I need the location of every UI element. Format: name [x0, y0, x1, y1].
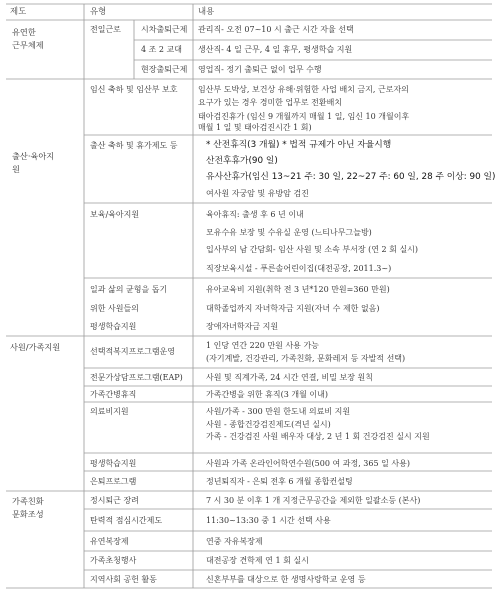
pregnancy-line-2: 요구가 있는 경우 경미한 업무로 전환배치: [198, 98, 343, 107]
childcare-line-2: 모유수유 보장 및 수유실 운영 (느티나무그늘방): [206, 228, 372, 237]
birth-leave-line-3: 유사산휴가(임신 13~21 주: 30 일, 22~27 주: 60 일, 28 주 이상: 90 일): [206, 172, 496, 182]
content-4-shift: 생산직- 4 일 근무, 4 일 휴무, 평생학습 지원: [198, 45, 353, 54]
type-pregnancy-protection: 임신 축하 및 임산부 보호: [90, 85, 178, 94]
medical-line-2: 사원 - 종합건강검진제도(격년 실시): [206, 420, 331, 429]
type-flexible-dress: 유연복장제: [90, 537, 129, 546]
medical-line-1: 사원/가족 - 300 만원 한도내 의료비 지원: [206, 407, 351, 416]
childcare-line-1: 육아휴직: 출생 후 6 년 이내: [206, 210, 304, 219]
birth-leave-line-2: 산전후휴가(90 일): [206, 156, 278, 166]
birth-leave-line-4: 여사원 자궁암 및 유방암 검진: [206, 189, 309, 198]
type-medical: 의료비지원: [90, 407, 129, 416]
type-family-invitation: 가족초청행사: [90, 556, 137, 565]
content-flexible-dress: 연중 자유복장제: [206, 537, 263, 546]
childcare-line-4: 직장보육시설 - 푸른솔어린이집(대전공장, 2011.3~): [206, 264, 392, 273]
content-family-care: 가족간병을 위한 휴직(3 개월 이내): [206, 390, 328, 399]
type-fulltime: 전일근로: [90, 25, 121, 34]
type-flexible-lunch: 탄력적 점심시간제도: [90, 516, 163, 525]
content-eap: 사원 및 직계가족, 24 시간 연결, 비밀 보장 원칙: [206, 373, 373, 382]
type-on-time-leave: 정시퇴근 장려: [90, 496, 139, 505]
type-retirement: 은퇴프로그램: [90, 477, 137, 486]
birth-leave-line-1: * 산전휴직(3 개월) * 법적 규제가 아닌 자율시행: [206, 140, 392, 150]
content-staggered-hours: 관리직- 오전 07~10 시 출근 시간 자율 선택: [198, 25, 354, 34]
balance-line-2: 대학졸업까지 자녀학자금 지원(자녀 수 제한 없음): [206, 304, 380, 313]
subtype-field-commute: 현장출퇴근제: [141, 65, 188, 74]
type-balance-3: 평생학습지원: [90, 322, 137, 331]
balance-line-1: 유아교육비 지원(취학 전 3 년*120 만원=360 만원): [206, 285, 390, 294]
header-type: 유형: [90, 6, 107, 16]
type-eap: 전문가상담프로그램(EAP): [90, 373, 183, 382]
welfare-line-2: (자기계발, 건강관리, 가족친화, 문화레저 등 자발적 선택): [206, 354, 406, 363]
welfare-line-1: 1 인당 연간 220 만원 사용 가능: [206, 341, 319, 350]
content-family-invitation: 대전공장 견학제 연 1 회 실시: [206, 556, 309, 565]
type-birth-leave: 출산 축하 및 휴가제도 등: [90, 141, 178, 150]
pregnancy-line-3: 태아검진휴가 (임신 9 개월까지 매월 1 일, 임신 10 개월이후: [198, 112, 410, 121]
header-content: 내용: [198, 6, 215, 16]
group-label-family-culture: 가족친화: [12, 496, 44, 506]
type-selective-welfare: 선택적복지프로그램운영: [90, 347, 176, 356]
content-lifelong-learning: 사원과 가족 온라인어학연수원(500 여 과정, 365 일 사용): [206, 459, 410, 468]
content-community: 신혼부부를 대상으로 한 생명사랑학교 운영 등: [206, 575, 366, 584]
group-label-employee-family: 사원/가족지원: [10, 342, 61, 352]
content-on-time-leave: 7 시 30 분 이후 1 개 지정근무공간을 제외한 일괄소등 (본사): [206, 496, 421, 505]
type-family-care: 가족간병휴직: [90, 390, 137, 399]
group-label-flexible-work-2: 근무체제: [12, 40, 44, 50]
medical-line-3: 가족 - 건강검진 사원 배우자 대상, 2 년 1 회 건강검진 실시 지원: [206, 432, 430, 441]
type-childcare: 보육/육아지원: [90, 210, 140, 219]
header-system: 제도: [10, 6, 27, 16]
content-field-commute: 영업직- 정기 출퇴근 없이 업무 수행: [198, 65, 322, 74]
group-label-flexible-work: 유연한: [12, 27, 36, 37]
content-flexible-lunch: 11:30~13:30 중 1 시간 선택 사용: [206, 516, 331, 525]
group-label-childbirth-2: 원: [12, 164, 20, 174]
balance-line-3: 장애자녀학자금 지원: [206, 322, 279, 331]
subtype-4-shift: 4 조 2 교대: [141, 45, 182, 54]
content-retirement: 정년퇴직자 - 은퇴 전후 6 개월 종합컨설팅: [206, 477, 353, 486]
pregnancy-line-4: 매월 1 일 및 태아검진시간 1 회): [198, 123, 312, 132]
pregnancy-line-1: 임산부 도박상, 보건상 유해·위험한 사업 배치 금지, 근로자의: [198, 85, 409, 94]
childcare-line-3: 입사부의 남 간담회- 임산 사원 및 소속 부서장 (연 2 회 실시): [206, 245, 419, 254]
group-label-childbirth: 출산·육아지: [12, 151, 55, 161]
group-label-family-culture-2: 문화조성: [12, 509, 44, 519]
type-balance-1: 일과 삶의 균형을 돕기: [90, 285, 168, 294]
type-lifelong-learning: 평생학습지원: [90, 459, 137, 468]
subtype-staggered-hours: 시차출퇴근제: [141, 25, 188, 34]
type-balance-2: 위한 사원들의: [90, 304, 139, 313]
type-community: 지역사회 공헌 활동: [90, 575, 157, 584]
